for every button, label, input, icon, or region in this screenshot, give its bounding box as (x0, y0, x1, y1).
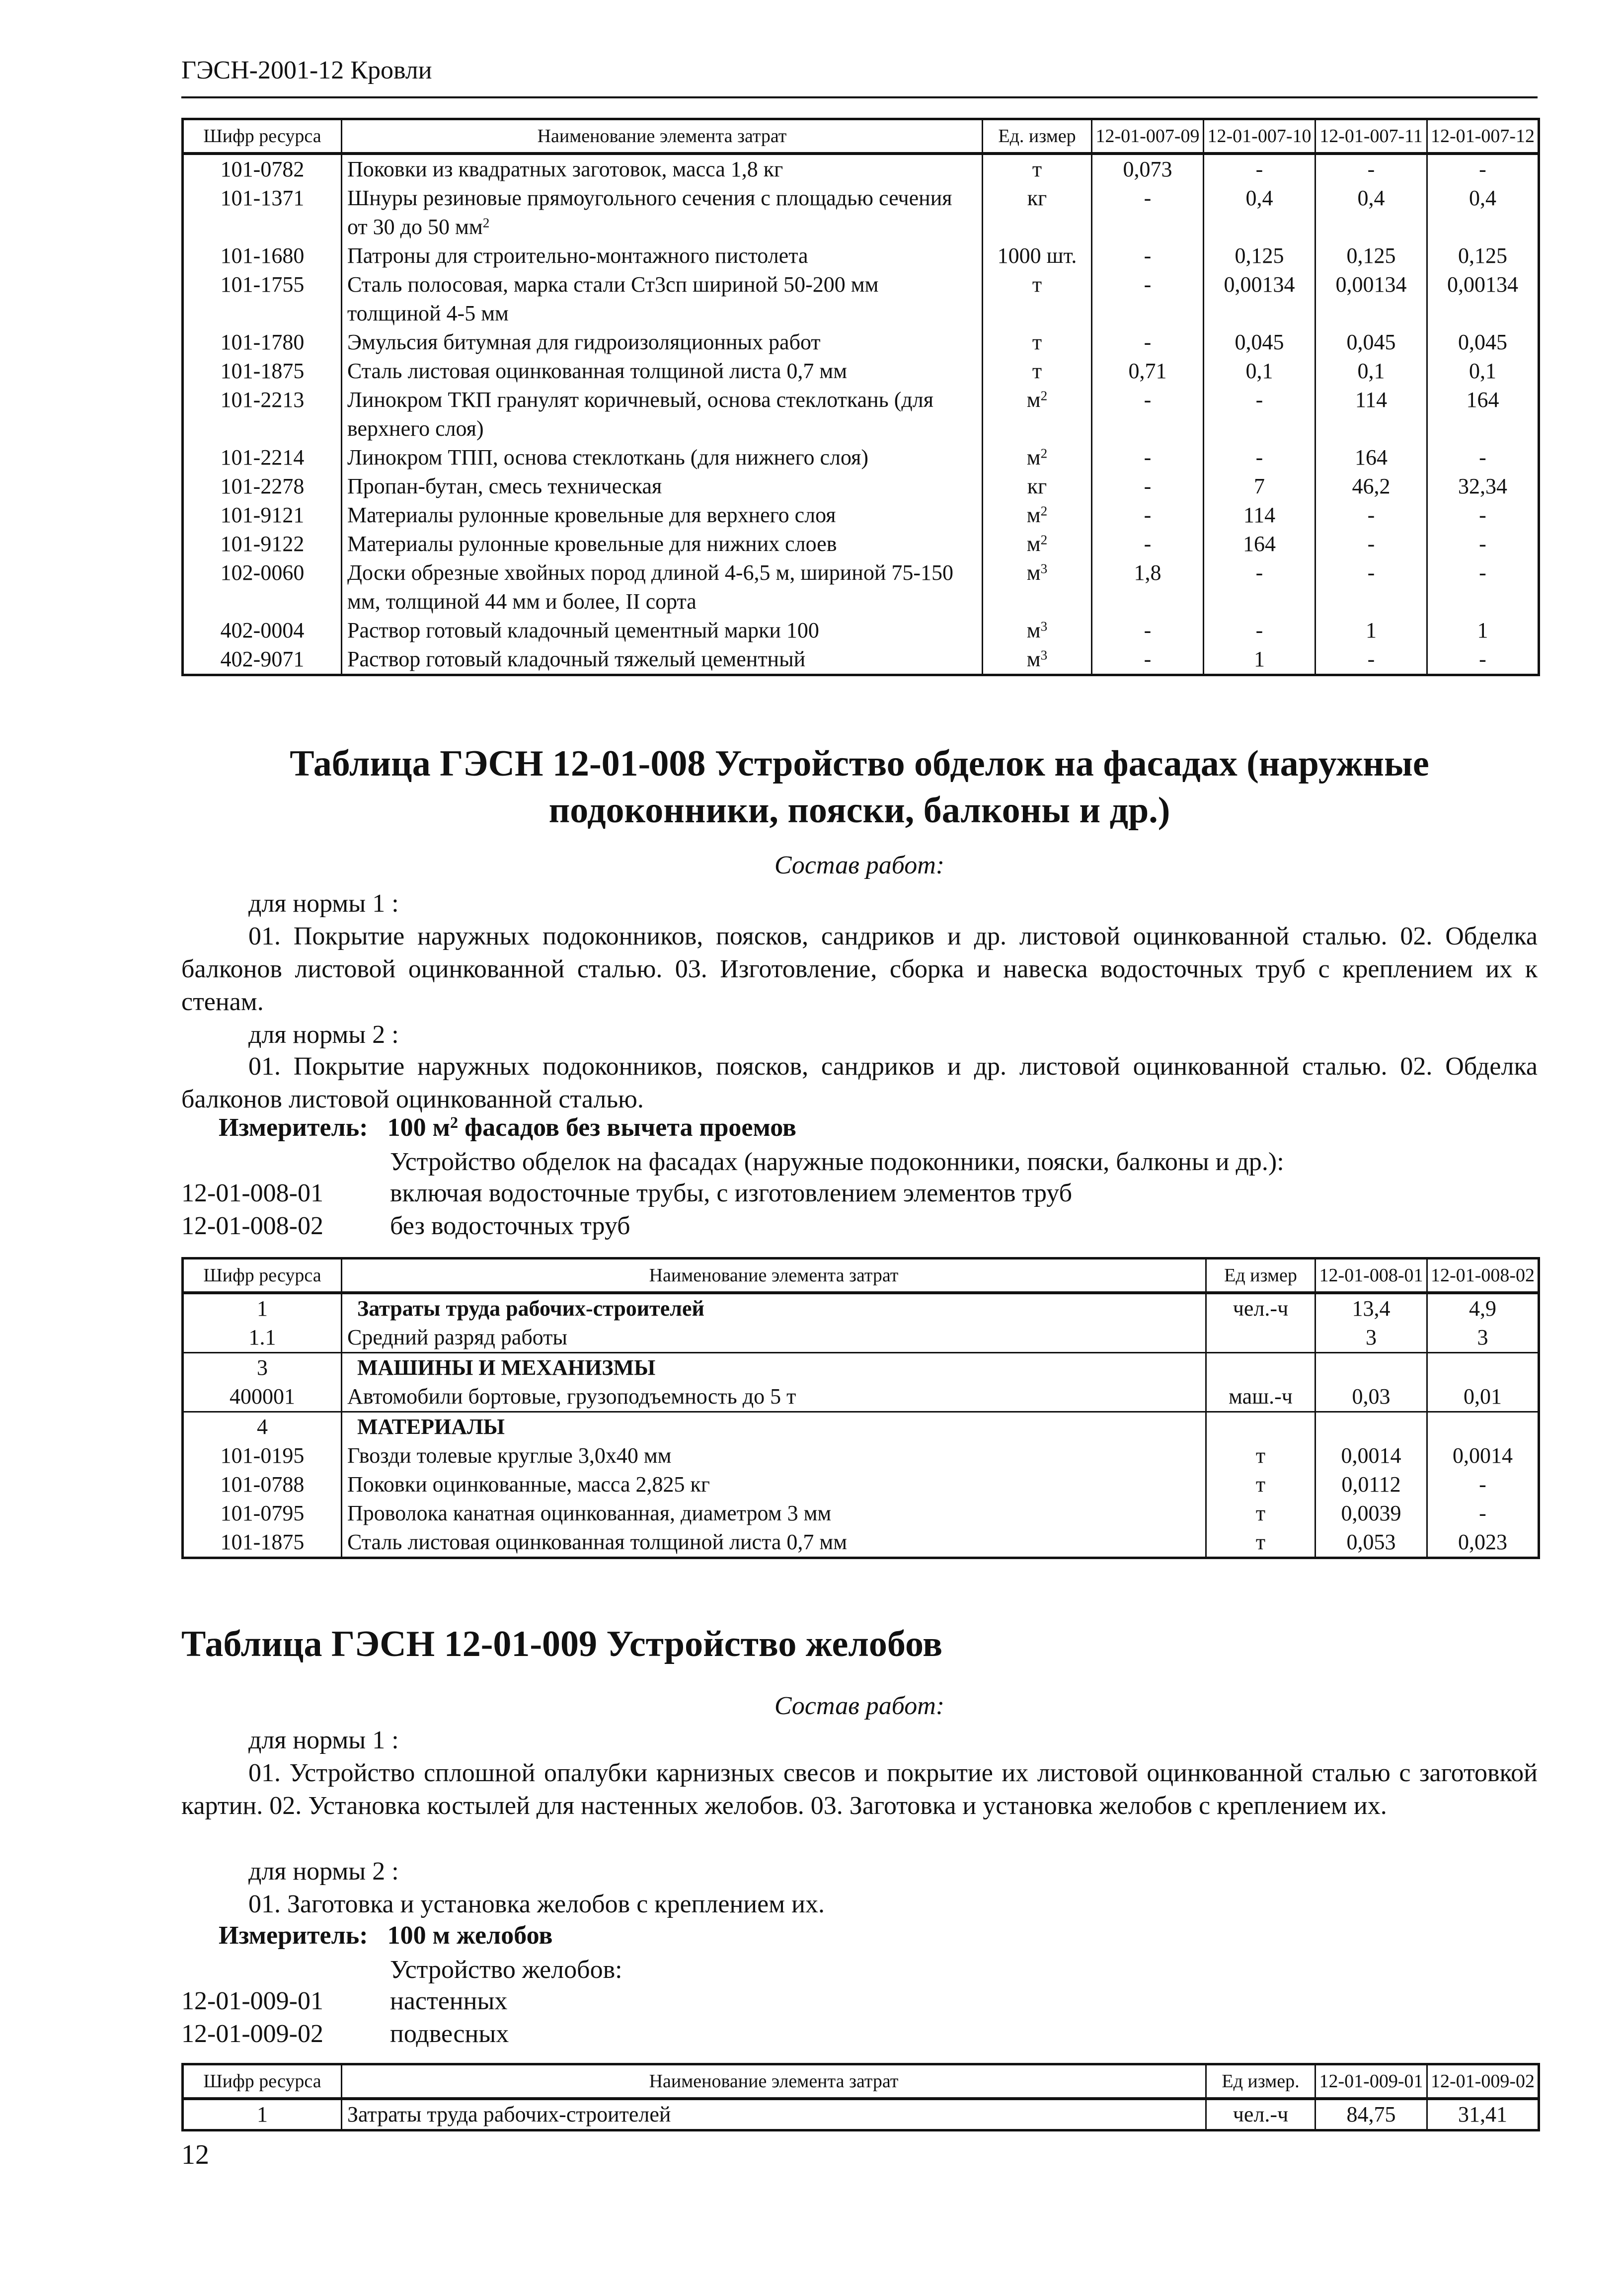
norm-desc: включая водосточные трубы, с изготовлением элементов труб (390, 1179, 1073, 1207)
table-row (183, 1323, 1539, 1353)
unit-cell: чел.-ч (1206, 2099, 1315, 2130)
norm-value-cell-2: 0,01 (1427, 1382, 1539, 1412)
norm-value-cell-1: 84,75 (1315, 2099, 1427, 2130)
table-group-row (183, 1412, 1539, 1442)
resource-code-cell: 1 (183, 2099, 342, 2130)
resource-table-007 (181, 118, 1540, 676)
unit-cell: $м^2$ (983, 530, 1092, 558)
section-title-008: Таблица ГЭСН 12-01-008 Устройство обделок на фасадах (наружные подоконники, пояски, балконы и др.) (290, 743, 1429, 831)
norm-desc: подвесных (390, 2020, 509, 2048)
norm-value-cell-1: - (1092, 386, 1204, 443)
norm-code: 12-01-008-02 (181, 1212, 323, 1240)
norm1-label-009: для нормы 1 : (248, 1726, 399, 1754)
norm-value-cell-1: - (1092, 645, 1204, 675)
unit-cell: $м^3$ (983, 645, 1092, 675)
norm-value-cell-2: 0,023 (1427, 1528, 1539, 1558)
table-row (183, 154, 1539, 184)
running-header: ГЭСН-2001-12 Кровли (181, 56, 432, 84)
table-row (183, 357, 1539, 386)
resource-name-cell: Доски обрезные хвойных пород длиной 4-6,5 м, шириной 75-150 мм, толщиной 44 мм и более, II сорта (342, 558, 983, 616)
table-row (183, 558, 1539, 616)
norm1-text-009: 01. Устройство сплошной опалубки карнизных свесов и покрытие их листовой оцинкованной сталью с заготовкой картин. 02. Установка костылей для настенных желобов. 03. Заготовка и установка желобов с креплением их. (181, 1759, 1538, 1820)
norm-value-cell-1: - (1092, 530, 1204, 558)
table-row (183, 270, 1539, 328)
norm-value-cell-4: 0,045 (1427, 328, 1539, 357)
unit-cell: т (983, 328, 1092, 357)
unit-cell: т (983, 270, 1092, 328)
norm-value-cell-1 (1315, 1353, 1427, 1383)
norm-value-cell-1: - (1092, 616, 1204, 645)
resource-code-cell: 101-9122 (183, 530, 342, 558)
norm-value-cell-2: - (1427, 1499, 1539, 1528)
table-header-row (183, 1259, 1539, 1293)
table-row (183, 1528, 1539, 1558)
resource-name-cell: Материалы рулонные кровельные для нижних слоев (342, 530, 983, 558)
unit-cell: $м^2$ (983, 501, 1092, 530)
norm-value-cell-4: 0,4 (1427, 184, 1539, 241)
norm-value-cell-1: - (1092, 472, 1204, 501)
norm-value-cell-2: - (1204, 154, 1315, 184)
norm-value-cell-1 (1315, 1412, 1427, 1442)
resource-code-cell: 101-1780 (183, 328, 342, 357)
unit-cell: т (983, 357, 1092, 386)
unit-cell: т (983, 154, 1092, 184)
measure-value: 100 $м^2$ фасадов без вычета проемов (387, 1113, 796, 1142)
col-header-code: Шифр ресурса (183, 2064, 342, 2099)
norm-value-cell-1: 0,073 (1092, 154, 1204, 184)
resource-name-cell: Линокром ТПП, основа стеклоткань (для нижнего слоя) (342, 443, 983, 472)
norm-value-cell-1: 13,4 (1315, 1293, 1427, 1323)
measure-label: Измеритель: (219, 1113, 368, 1142)
norm-value-cell-2 (1427, 1412, 1539, 1442)
table-row (183, 616, 1539, 645)
norm-value-cell-2: 0,4 (1204, 184, 1315, 241)
norm-code-line (181, 1179, 1072, 1208)
col-header-norm-2: 12-01-009-02 (1427, 2064, 1539, 2099)
norm-value-cell-2: 0,045 (1204, 328, 1315, 357)
norm-value-cell-2: - (1204, 443, 1315, 472)
resource-name-cell: Раствор готовый кладочный тяжелый цементный (342, 645, 983, 675)
norm-value-cell-4: 0,125 (1427, 241, 1539, 270)
norm-value-cell-4: 0,00134 (1427, 270, 1539, 328)
unit-cell: т (1206, 1499, 1315, 1528)
composition-label-009: Состав работ: (774, 1692, 945, 1720)
norm-value-cell-4: - (1427, 530, 1539, 558)
norm-value-cell-1: 0,0014 (1315, 1441, 1427, 1470)
table-row (183, 645, 1539, 675)
resource-name-cell: Раствор готовый кладочный цементный марки 100 (342, 616, 983, 645)
measure-008 (219, 1113, 796, 1142)
work-title-009: Устройство желобов: (390, 1956, 622, 1984)
norm-value-cell-3: 46,2 (1315, 472, 1427, 501)
table-group-row (183, 1293, 1539, 1323)
unit-cell: $м^3$ (983, 616, 1092, 645)
norm-value-cell-1: 3 (1315, 1323, 1427, 1353)
header-rule (181, 96, 1538, 98)
unit-cell (1206, 1353, 1315, 1383)
norm-value-cell-2: 0,00134 (1204, 270, 1315, 328)
norm-value-cell-1: 1,8 (1092, 558, 1204, 616)
norm-value-cell-4: 164 (1427, 386, 1539, 443)
norm-value-cell-4: - (1427, 645, 1539, 675)
resource-name-cell: МАШИНЫ И МЕХАНИЗМЫ (342, 1353, 1206, 1383)
norm-value-cell-1: 0,0039 (1315, 1499, 1427, 1528)
resource-name-cell: Поковки из квадратных заготовок, масса 1,8 кг (342, 154, 983, 184)
table-row (183, 1441, 1539, 1470)
resource-table-008 (181, 1257, 1540, 1559)
unit-cell: $м^3$ (983, 558, 1092, 616)
resource-name-cell: Автомобили бортовые, грузоподъемность до 5 т (342, 1382, 1206, 1412)
norm-value-cell-1: - (1092, 270, 1204, 328)
unit-cell: маш.-ч (1206, 1382, 1315, 1412)
col-header-name: Наименование элемента затрат (342, 1259, 1206, 1293)
norm-value-cell-3: - (1315, 154, 1427, 184)
norm-code: 12-01-009-02 (181, 2020, 323, 2048)
col-header-unit: Ед измер (1206, 1259, 1315, 1293)
table-header-row (183, 119, 1539, 154)
resource-code-cell: 101-0788 (183, 1470, 342, 1499)
norm-value-cell-3: 0,4 (1315, 184, 1427, 241)
measure-009 (219, 1921, 552, 1950)
col-header-norm-2: 12-01-008-02 (1427, 1259, 1539, 1293)
norm-value-cell-4: - (1427, 154, 1539, 184)
unit-cell: т (1206, 1470, 1315, 1499)
table-row (183, 386, 1539, 443)
measure-value: 100 м желобов (387, 1921, 553, 1950)
norm-desc: без водосточных труб (390, 1212, 630, 1240)
resource-name-cell: Проволока канатная оцинкованная, диаметром 3 мм (342, 1499, 1206, 1528)
norm-value-cell-2: 3 (1427, 1323, 1539, 1353)
norm-value-cell-2: - (1427, 1470, 1539, 1499)
table-row (183, 1382, 1539, 1412)
resource-table-009 (181, 2063, 1540, 2131)
table-row (183, 241, 1539, 270)
resource-name-cell: Пропан-бутан, смесь техническая (342, 472, 983, 501)
resource-code-cell: 101-1371 (183, 184, 342, 241)
norm-value-cell-2: 7 (1204, 472, 1315, 501)
unit-cell: кг (983, 184, 1092, 241)
col-header-name: Наименование элемента затрат (342, 119, 983, 154)
unit-cell: 1000 шт. (983, 241, 1092, 270)
unit-cell: $м^2$ (983, 386, 1092, 443)
norm-code-line (181, 2019, 509, 2048)
norm-value-cell-2: 0,0014 (1427, 1441, 1539, 1470)
resource-name-cell: Сталь полосовая, марка стали Ст3сп шириной 50-200 мм толщиной 4-5 мм (342, 270, 983, 328)
norm-value-cell-2: 0,125 (1204, 241, 1315, 270)
norm-value-cell-4: 32,34 (1427, 472, 1539, 501)
norm2-text-009: 01. Заготовка и установка желобов с креплением их. (248, 1890, 825, 1918)
resource-name-cell: Патроны для строительно-монтажного пистолета (342, 241, 983, 270)
col-header-norm-1: 12-01-007-09 (1092, 119, 1204, 154)
norm-value-cell-2: - (1204, 616, 1315, 645)
norm-value-cell-2: - (1204, 558, 1315, 616)
unit-cell: $м^2$ (983, 443, 1092, 472)
norm-value-cell-4: 1 (1427, 616, 1539, 645)
unit-cell: т (1206, 1528, 1315, 1558)
page-number: 12 (181, 2139, 209, 2170)
composition-label-008: Состав работ: (774, 851, 945, 879)
norm-value-cell-3: 114 (1315, 386, 1427, 443)
norm-value-cell-1: - (1092, 443, 1204, 472)
norm-value-cell-3: 0,045 (1315, 328, 1427, 357)
norm-value-cell-3: - (1315, 530, 1427, 558)
resource-code-cell: 101-1755 (183, 270, 342, 328)
resource-name-cell: Поковки оцинкованные, масса 2,825 кг (342, 1470, 1206, 1499)
resource-name-cell: Эмульсия битумная для гидроизоляционных работ (342, 328, 983, 357)
table-header-row (183, 2064, 1539, 2099)
resource-code-cell: 101-0795 (183, 1499, 342, 1528)
table-row (183, 472, 1539, 501)
norm2-label-009: для нормы 2 : (248, 1857, 399, 1886)
col-header-norm-2: 12-01-007-10 (1204, 119, 1315, 154)
resource-name-cell: Сталь листовая оцинкованная толщиной листа 0,7 мм (342, 1528, 1206, 1558)
norm-value-cell-2: 1 (1204, 645, 1315, 675)
unit-cell: чел.-ч (1206, 1293, 1315, 1323)
norm-value-cell-3: 164 (1315, 443, 1427, 472)
norm-value-cell-2: 31,41 (1427, 2099, 1539, 2130)
norm-value-cell-2: - (1204, 386, 1315, 443)
norm-value-cell-2: 114 (1204, 501, 1315, 530)
table-row (183, 1499, 1539, 1528)
norm-value-cell-3: - (1315, 501, 1427, 530)
table-group-row (183, 1353, 1539, 1383)
norm-value-cell-2: 164 (1204, 530, 1315, 558)
norm-value-cell-1: - (1092, 328, 1204, 357)
resource-code-cell: 101-2214 (183, 443, 342, 472)
norm-value-cell-4: 0,1 (1427, 357, 1539, 386)
col-header-unit: Ед измер. (1206, 2064, 1315, 2099)
col-header-norm-3: 12-01-007-11 (1315, 119, 1427, 154)
resource-name-cell: Затраты труда рабочих-строителей (342, 2099, 1206, 2130)
norm-value-cell-3: 0,00134 (1315, 270, 1427, 328)
resource-code-cell: 3 (183, 1353, 342, 1383)
norm-value-cell-1: - (1092, 241, 1204, 270)
resource-code-cell: 1 (183, 1293, 342, 1323)
resource-code-cell: 1.1 (183, 1323, 342, 1353)
resource-name-cell: Линокром ТКП гранулят коричневый, основа стеклоткань (для верхнего слоя) (342, 386, 983, 443)
norm-value-cell-1: 0,03 (1315, 1382, 1427, 1412)
col-header-code: Шифр ресурса (183, 119, 342, 154)
col-header-norm-1: 12-01-009-01 (1315, 2064, 1427, 2099)
norm-desc: настенных (390, 1987, 508, 2015)
norm-value-cell-2: 4,9 (1427, 1293, 1539, 1323)
table-row (183, 328, 1539, 357)
norm2-text-008: 01. Покрытие наружных подоконников, поясков, сандриков и др. листовой оцинкованной сталью. 02. Обделка балконов листовой оцинкованной сталью. (181, 1052, 1538, 1113)
norm-value-cell-1: - (1092, 501, 1204, 530)
norm-code: 12-01-009-01 (181, 1987, 323, 2015)
norm-value-cell-3: 0,1 (1315, 357, 1427, 386)
resource-name-cell: Сталь листовая оцинкованная толщиной листа 0,7 мм (342, 357, 983, 386)
norm-value-cell-1: - (1092, 184, 1204, 241)
col-header-norm-4: 12-01-007-12 (1427, 119, 1539, 154)
resource-name-cell: Затраты труда рабочих-строителей (342, 1293, 1206, 1323)
resource-name-cell: Гвозди толевые круглые 3,0x40 мм (342, 1441, 1206, 1470)
resource-code-cell: 101-0782 (183, 154, 342, 184)
resource-name-cell: Средний разряд работы (342, 1323, 1206, 1353)
norm-value-cell-4: - (1427, 558, 1539, 616)
resource-code-cell: 402-9071 (183, 645, 342, 675)
resource-code-cell: 101-1875 (183, 357, 342, 386)
col-header-unit: Ед. измер (983, 119, 1092, 154)
resource-code-cell: 400001 (183, 1382, 342, 1412)
col-header-name: Наименование элемента затрат (342, 2064, 1206, 2099)
norm2-label-008: для нормы 2 : (248, 1021, 399, 1049)
norm1-label-008: для нормы 1 : (248, 889, 399, 918)
resource-code-cell: 101-1680 (183, 241, 342, 270)
unit-cell: т (1206, 1441, 1315, 1470)
resource-code-cell: 101-2278 (183, 472, 342, 501)
norm-code: 12-01-008-01 (181, 1179, 323, 1207)
col-header-code: Шифр ресурса (183, 1259, 342, 1293)
measure-label: Измеритель: (219, 1921, 368, 1950)
resource-code-cell: 4 (183, 1412, 342, 1442)
resource-code-cell: 402-0004 (183, 616, 342, 645)
norm-value-cell-2 (1427, 1353, 1539, 1383)
table-body (183, 2099, 1539, 2130)
resource-code-cell: 101-9121 (183, 501, 342, 530)
norm-value-cell-3: - (1315, 645, 1427, 675)
norm-value-cell-1: 0,0112 (1315, 1470, 1427, 1499)
table-row (183, 184, 1539, 241)
norm-value-cell-4: - (1427, 443, 1539, 472)
norm1-text-008: 01. Покрытие наружных подоконников, поясков, сандриков и др. листовой оцинкованной сталью. 02. Обделка балконов листовой оцинкованной сталью. 03. Изготовление, сборка и навеска водосточных труб с креплением их к стенам. (181, 922, 1538, 1016)
norm-value-cell-2: 0,1 (1204, 357, 1315, 386)
norm-value-cell-4: - (1427, 501, 1539, 530)
table-body (183, 1293, 1539, 1558)
resource-code-cell: 101-0195 (183, 1441, 342, 1470)
unit-cell: кг (983, 472, 1092, 501)
resource-name-cell: МАТЕРИАЛЫ (342, 1412, 1206, 1442)
norm-value-cell-3: - (1315, 558, 1427, 616)
resource-code-cell: 101-1875 (183, 1528, 342, 1558)
norm-code-line (181, 1211, 630, 1241)
table-row (183, 1470, 1539, 1499)
norm-value-cell-1: 0,053 (1315, 1528, 1427, 1558)
table-row (183, 501, 1539, 530)
resource-name-cell: Шнуры резиновые прямоугольного сечения с площадью сечения от 30 до 50 $мм^2$ (342, 184, 983, 241)
unit-cell (1206, 1323, 1315, 1353)
norm-value-cell-1: 0,71 (1092, 357, 1204, 386)
resource-code-cell: 101-2213 (183, 386, 342, 443)
table-row (183, 443, 1539, 472)
norm-code-line (181, 1986, 507, 2016)
col-header-norm-1: 12-01-008-01 (1315, 1259, 1427, 1293)
table-row (183, 530, 1539, 558)
table-row (183, 2099, 1539, 2130)
resource-name-cell: Материалы рулонные кровельные для верхнего слоя (342, 501, 983, 530)
section-title-009: Таблица ГЭСН 12-01-009 Устройство желобов (181, 1624, 943, 1664)
resource-code-cell: 102-0060 (183, 558, 342, 616)
unit-cell (1206, 1412, 1315, 1442)
table-body (183, 154, 1539, 675)
norm-value-cell-3: 0,125 (1315, 241, 1427, 270)
work-title-008: Устройство обделок на фасадах (наружные подоконники, пояски, балконы и др.): (390, 1148, 1284, 1176)
norm-value-cell-3: 1 (1315, 616, 1427, 645)
